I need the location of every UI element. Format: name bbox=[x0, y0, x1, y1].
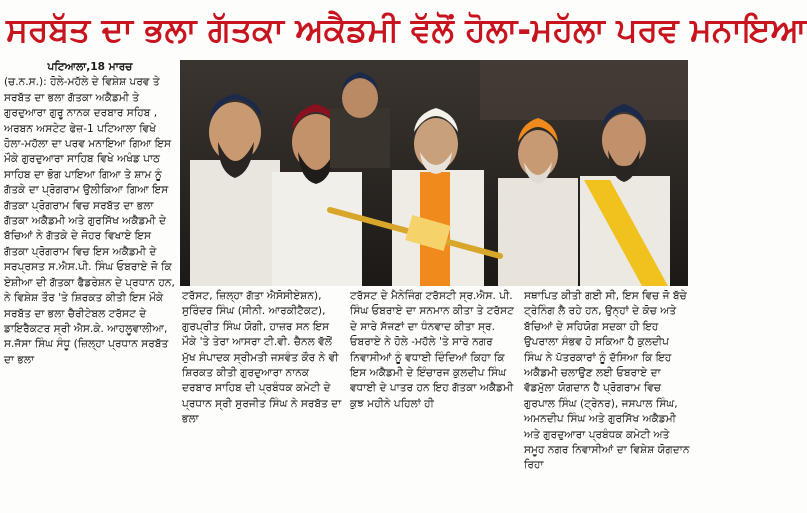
article-column-4 bbox=[524, 289, 690, 509]
headline: ਸਰਬੱਤ ਦਾ ਭਲਾ ਗੱਤਕਾ ਅਕੈਡਮੀ ਵੱਲੋਂ ਹੋਲਾ-ਮਹੱਲਾ ਪਰਵ ਮਨਾਇਆ bbox=[6, 10, 807, 49]
article-text-3: ਟਰੱਸਟ ਦੇ ਮੈਨੇਜਿੰਗ ਟਰੱਸਟੀ ਸ੍ਰ.ਐਸ. ਪੀ. ਸਿੰਘ ਓਬਰਾਏ ਦਾ ਸਨਮਾਨ ਕੀਤਾ ਤੇ ਟਰੱਸਟ ਦੇ ਸਾਰੇ ਸੱਜਣਾਂ ਦਾ ਧੰਨਵਾਦ ਕੀਤਾ ਸ੍ਰ. ਓਬਰਾਏ ਨੇ ਹੋਲੇ -ਮਹੱਲੇ 'ਤੇ ਸਾਰੇ ਨਗਰ ਨਿਵਾਸੀਆਂ ਨੂੰ ਵਧਾਈ ਦਿੰਦਿਆਂ ਕਿਹਾ ਕਿ ਇਸ ਅਕੈਡਮੀ ਦੇ ਇੰਚਾਰਜ ਕੁਲਦੀਪ ਸਿੰਘ ਵਧਾਈ ਦੇ ਪਾਤਰ ਹਨ ਇਹ ਗੱਤਕਾ ਅਕੈਡਮੀ ਕੁਝ ਮਹੀਨੇ ਪਹਿਲਾਂ ਹੀ bbox=[350, 290, 514, 410]
article-column-2 bbox=[182, 289, 342, 509]
article-text-1: (ਚ.ਨ.ਸ.): ਹੋਲੇ-ਮਹੱਲੇ ਦੇ ਵਿਸ਼ੇਸ਼ ਪਰਵ ਤੇ ਸਰਬੱਤ ਦਾ ਭਲਾ ਗੱਤਕਾ ਅਕੈਡਮੀ ਤੇ ਗੁਰਦੁਆਰਾ ਗੁਰੂ ਨਾਨਕ ਦਰਬਾਰ ਸਹਿਬ , ਅਰਬਨ ਅਸਟੇਟ ਫੇਜ਼-1 ਪਟਿਆਲਾ ਵਿਖੇ ਹੋਲਾ-ਮਹੱਲਾ ਦਾ ਪਰਵ ਮਨਾਇਆ ਗਿਆ ਇਸ ਮੌਕੇ ਗੁਰਦੁਆਰਾ ਸਾਹਿਬ ਵਿਖੇ ਅਖੰਡ ਪਾਠ ਸਾਹਿਬ ਦਾ ਭੋਗ ਪਾਇਆ ਗਿਆ ਤੇ ਸ਼ਾਮ ਨੂੰ ਗੱਤਕੇ ਦਾ ਪ੍ਰੋਗਰਾਮ ਉਲੀਕਿਆ ਗਿਆ ਇਸ ਗੱਤਕਾ ਪ੍ਰੋਗਰਾਮ ਵਿਚ ਸਰਬੱਤ ਦਾ ਭਲਾ ਗੱਤਕਾ ਅਕੈਡਮੀ ਅਤੇ ਗੁਰਸਿੱਖ ਅਕੈਡਮੀ ਦੇ ਬੱਚਿਆਂ ਨੇ ਗੱਤਕੇ ਦੇ ਜੋਹਰ ਵਿਖਾਏ ਇਸ ਗੱਤਕਾ ਪ੍ਰੋਗਰਾਮ ਵਿਚ ਇਸ ਅਕੈਡਮੀ ਦੇ ਸਰਪ੍ਰਸਤ ਸ.ਐਸ.ਪੀ. ਸਿੰਘ ਓਬਰਾਏ ਜੋ ਕਿ ਏਸ਼ੀਆ ਦੀ ਗੱਤਕਾ ਫੈਡਰੇਸ਼ਨ ਦੇ ਪ੍ਰਧਾਨ ਹਨ, ਨੇ ਵਿਸ਼ੇਸ਼ ਤੌਰ 'ਤੇ ਸ਼ਿਰਕਤ ਕੀਤੀ ਇਸ ਮੌਕੇ ਸਰਬੱਤ ਦਾ ਭਲਾ ਚੈਰੀਟੇਬਲ ਟਰੱਸਟ ਦੇ ਡਾਇਰੈਕਟਰ ਸ੍ਰੀ ਐਸ.ਕੇ. ਆਹਲੂਵਾਲੀਆ, ਸ.ਜੱਸਾ ਸਿੰਘ ਸੰਧੂ (ਜ਼ਿਲ੍ਹਾ ਪ੍ਰਧਾਨ ਸਰਬੱਤ ਦਾ ਭਲਾ bbox=[4, 76, 175, 366]
news-photo bbox=[180, 60, 688, 286]
article-text-4: ਸਥਾਪਿਤ ਕੀਤੀ ਗਈ ਸੀ, ਇਸ ਵਿਚ ਜੋ ਬੱਚੇ ਟ੍ਰੇਨਿੰਗ ਲੈ ਰਹੇ ਹਨ, ਉਨ੍ਹਾਂ ਦੇ ਕੋਚ ਅਤੇ ਬੱਚਿਆਂ ਦੇ ਸਹਿਯੋਗ ਸਦਕਾ ਹੀ ਇਹ ਉਪਰਾਲਾ ਸੰਭਵ ਹੋ ਸਕਿਆ ਹੈ ਕੁਲਦੀਪ ਸਿੰਘ ਨੇ ਪੱਤਰਕਾਰਾਂ ਨੂੰ ਦੱਸਿਆ ਕਿ ਇਹ ਅਕੈਡਮੀ ਚਲਾਉਣ ਲਈ ਓਬਰਾਏ ਦਾ ਵੱਡਮੁੱਲਾ ਯੋਗਦਾਨ ਹੈ ਪ੍ਰੋਗਰਾਮ ਵਿਚ ਗੁਰਪਾਲ ਸਿੰਘ (ਟ੍ਰੇਨਰ), ਜਸਪਾਲ ਸਿੰਘ, ਅਮਨਦੀਪ ਸਿੰਘ ਅਤੇ ਗੁਰਸਿੱਖ ਅਕੈਡਮੀ ਅਤੇ ਗੁਰਦੁਆਰਾ ਪ੍ਰਬੰਧਕ ਕਮੇਟੀ ਅਤੇ ਸਮੂਹ ਨਗਰ ਨਿਵਾਸੀਆਂ ਦਾ ਵਿਸ਼ੇਸ਼ ਯੋਗਦਾਨ ਰਿਹਾ bbox=[524, 290, 690, 472]
article-text-2: ਟਰੱਸਟ, ਜ਼ਿਲ੍ਹਾ ਗੱਤਾ ਐਸੋਸੀਏਸ਼ਨ), ਸੁਰਿੰਦਰ ਸਿੰਘ (ਸੀਨੀ. ਆਰਕੀਟੈਕਟ), ਗੁਰਪ੍ਰੀਤ ਸਿੰਘ ਯੋਗੀ, ਹਾਜ਼ਰ ਸਨ ਇਸ ਮੌਕੇ 'ਤੇ ਤੇਰਾ ਆਸਰਾ ਟੀ.ਵੀ. ਚੈਨਲ ਵੱਲੋਂ ਮੁੱਖ ਸੰਪਾਦਕ ਸ੍ਰੀਮਤੀ ਜਸਵੰਤ ਕੌਰ ਨੇ ਵੀ ਸ਼ਿਰਕਤ ਕੀਤੀ ਗੁਰਦੁਆਰਾ ਨਾਨਕ ਦਰਬਾਰ ਸਾਹਿਬ ਦੀ ਪ੍ਰਬੰਧਕ ਕਮੇਟੀ ਦੇ ਪ੍ਰਧਾਨ ਸ੍ਰੀ ਸੁਰਜੀਤ ਸਿੰਘ ਨੇ ਸਰਬੱਤ ਦਾ ਭਲਾ bbox=[182, 290, 342, 426]
dateline: ਪਟਿਆਲਾ,18 ਮਾਰਚ bbox=[47, 61, 133, 73]
article-column-3 bbox=[350, 289, 518, 509]
article-column-1 bbox=[4, 60, 176, 510]
photo-illustration bbox=[180, 60, 688, 286]
